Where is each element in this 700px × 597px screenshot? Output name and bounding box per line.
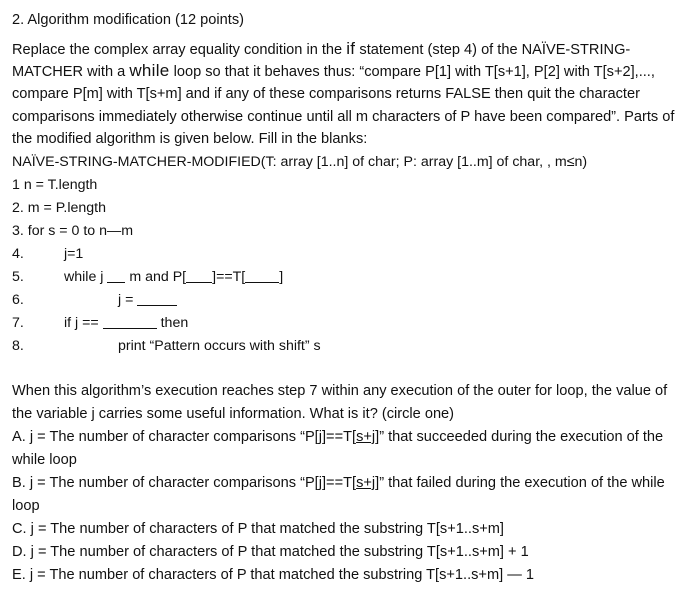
- blank-j-update[interactable]: [137, 291, 177, 306]
- option-d[interactable]: D. j = The number of characters of P that matched the substring T[s+1..s+m] + 1: [12, 544, 529, 560]
- algorithm-signature: NAÏVE-STRING-MATCHER-MODIFIED(T: array [1..n] of char; P: array [1..m] of char, , m≤n): [12, 154, 588, 170]
- question-line-2: the variable j carries some useful information. What is it? (circle one): [12, 406, 455, 422]
- intro-line-4: comparisons immediately otherwise continue until all m characters of P have been compared”. Parts of: [12, 109, 675, 125]
- question-title: 2. Algorithm modification (12 points): [12, 12, 244, 28]
- option-c[interactable]: C. j = The number of characters of P that matched the substring T[s+1..s+m]: [12, 521, 504, 537]
- question-page: 2. Algorithm modification (12 points) Replace the complex array equality condition in the if statement (step 4) of the NAÏVE-STRING- MATCHER with a while loop so that it behaves thus: “compare P[1] with T[s+1], P[2] with T[s+2],..., compare P[m] with T[s+m] and if any of these comparisons returns FALSE then quit the character comparisons immediately otherwise continue until all m characters of P have been compared”. Parts of the modified algorithm is given below. Fill in the blanks: NAÏVE-STRING-MATCHER-MODIFIED(T: array [1..n] of char; P: array [1..m] of char, , m≤n) 1 n = T.length 2. m = P.length 3. for s = 0 to n—m 4. j=1 5. while j m and P[ ]==T[ ] 6. j = 7. if j == then 8. print “Pattern occurs with shift” s When this algorithm’s execution reaches step 7 within any execution of the outer for loop, the value of the variable j carries some useful information. What is it? (circle one) A. j = The number of character comparisons “P[j]==T[s+j]” that succeeded during the execution of the while loop B. j = The number of character comparisons “P[j]==T[s+j]” that failed during the execution of the while loop C. j = The number of characters of P that matched the substring T[s+1..s+m] D. j = The number of characters of P that matched the substring T[s+1..s+m] + 1 E. j = The number of characters of P that matched the substring T[s+1..s+m] — 1: [0, 0, 700, 597]
- intro-line-5: the modified algorithm is given below. Fill in the blanks:: [12, 131, 368, 147]
- keyword-if: if: [346, 39, 356, 58]
- question-line-1: When this algorithm’s execution reaches step 7 within any execution of the outer for loop, the value of: [12, 383, 668, 399]
- option-a-continued: while loop: [12, 452, 77, 468]
- code-line-2: 2. m = P.length: [12, 200, 106, 216]
- blank-p-index[interactable]: [186, 268, 212, 283]
- option-e[interactable]: E. j = The number of characters of P that matched the substring T[s+1..s+m] — 1: [12, 567, 534, 583]
- intro-line-3: compare P[m] with T[s+m] and if any of these comparisons returns FALSE then quit the character: [12, 86, 640, 102]
- option-b[interactable]: B. j = The number of character comparisons “P[j]==T[s+j]” that failed during the execution of the while: [12, 475, 665, 491]
- intro-line-1: Replace the complex array equality condition in the if statement (step 4) of the NAÏVE-STRING-: [12, 39, 631, 58]
- code-line-3: 3. for s = 0 to n—m: [12, 223, 134, 239]
- blank-comparison[interactable]: [107, 268, 125, 283]
- intro-line-2: MATCHER with a while loop so that it behaves thus: “compare P[1] with T[s+1], P[2] with T[s+2],...,: [12, 61, 655, 80]
- blank-t-index[interactable]: [245, 268, 279, 283]
- keyword-while: while: [129, 61, 170, 80]
- option-a[interactable]: A. j = The number of character comparisons “P[j]==T[s+j]” that succeeded during the execution of the: [12, 429, 664, 445]
- code-line-1: 1 n = T.length: [12, 177, 98, 193]
- option-b-continued: loop: [12, 498, 40, 514]
- blank-if-condition[interactable]: [103, 314, 157, 329]
